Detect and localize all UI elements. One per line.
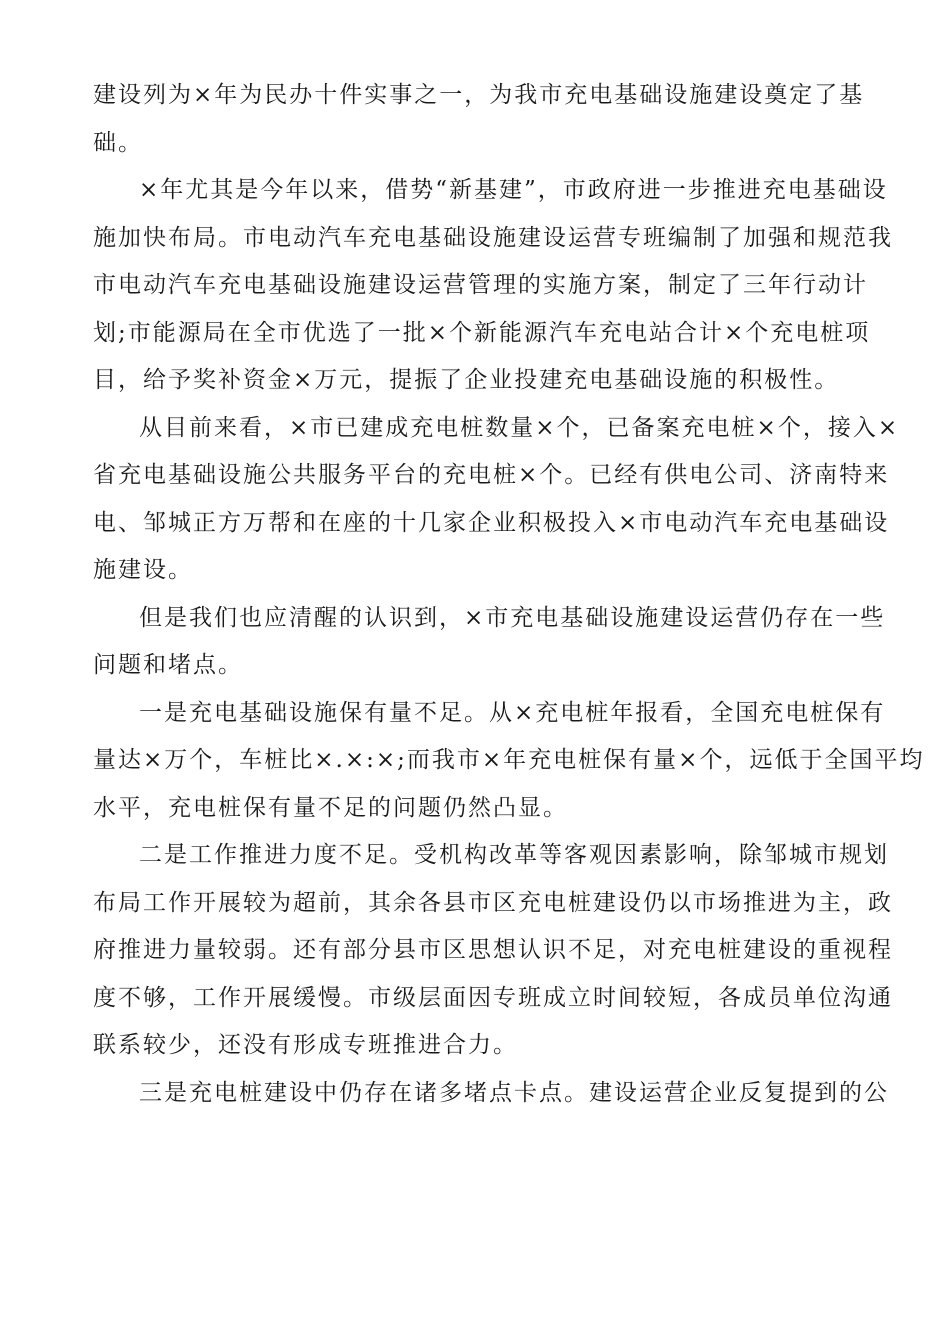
text-line: 三是充电桩建设中仍存在诸多堵点卡点。建设运营企业反复提到的公: [139, 1079, 889, 1106]
text-line: 目，给予奖补资金×万元，提振了企业投建充电基础设施的积极性。: [93, 367, 840, 393]
text-line: 二是工作推进力度不足。受机构改革等客观因素影响，除邹城市规划: [139, 842, 889, 868]
text-line: 问题和堵点。: [93, 652, 243, 678]
text-line: 但是我们也应清醒的认识到，×市充电基础设施建设运营仍存在一些: [139, 604, 886, 631]
text-line: 水平，充电桩保有量不足的问题仍然凸显。: [93, 794, 568, 821]
paragraph: [93, 595, 886, 690]
text-line: 施加快布局。市电动汽车充电基础设施建设运营专班编制了加强和规范我: [93, 224, 893, 251]
text-line: 度不够，工作开展缓慢。市级层面因专班成立时间较短，各成员单位沟通: [93, 984, 893, 1011]
text-line: 省充电基础设施公共服务平台的充电桩×个。已经有供电公司、济南特来: [93, 462, 890, 488]
paragraph: [93, 832, 893, 1070]
text-line: 一是充电基础设施保有量不足。从×充电桩年报看，全国充电桩保有: [139, 699, 886, 726]
paragraph: [93, 690, 925, 833]
text-line: 建设列为×年为民办十件实事之一，为我市充电基础设施建设奠定了基: [93, 82, 865, 108]
text-line: ×年尤其是今年以来，借势“新基建”，市政府进一步推进充电基础设: [139, 177, 888, 203]
text-line: 府推进力量较弱。还有部分县市区思想认识不足，对充电桩建设的重视程: [93, 937, 893, 963]
text-line: 布局工作开展较为超前，其余各县市区充电桩建设仍以市场推进为主，政: [93, 889, 893, 916]
paragraph: [93, 1070, 889, 1118]
text-line: 市电动汽车充电基础设施建设运营管理的实施方案，制定了三年行动计: [93, 272, 868, 298]
paragraph: [93, 405, 900, 595]
paragraph: [93, 72, 865, 167]
text-line: 施建设。: [93, 557, 193, 583]
text-line: 电、邹城正方万帮和在座的十几家企业积极投入×市电动汽车充电基础设: [93, 509, 890, 536]
text-line: 础。: [93, 129, 143, 156]
paragraph: [93, 167, 893, 405]
text-line: 联系较少，还没有形成专班推进合力。: [93, 1032, 518, 1058]
text-line: 从目前来看，×市已建成充电桩数量×个，已备案充电桩×个，接入×: [139, 414, 900, 441]
document-body: [93, 72, 925, 1117]
text-line: 量达×万个，车桩比×.×:×;而我市×年充电桩保有量×个，远低于全国平均: [93, 747, 925, 773]
text-line: 划;市能源局在全市优选了一批×个新能源汽车充电站合计×个充电桩项: [93, 319, 871, 346]
